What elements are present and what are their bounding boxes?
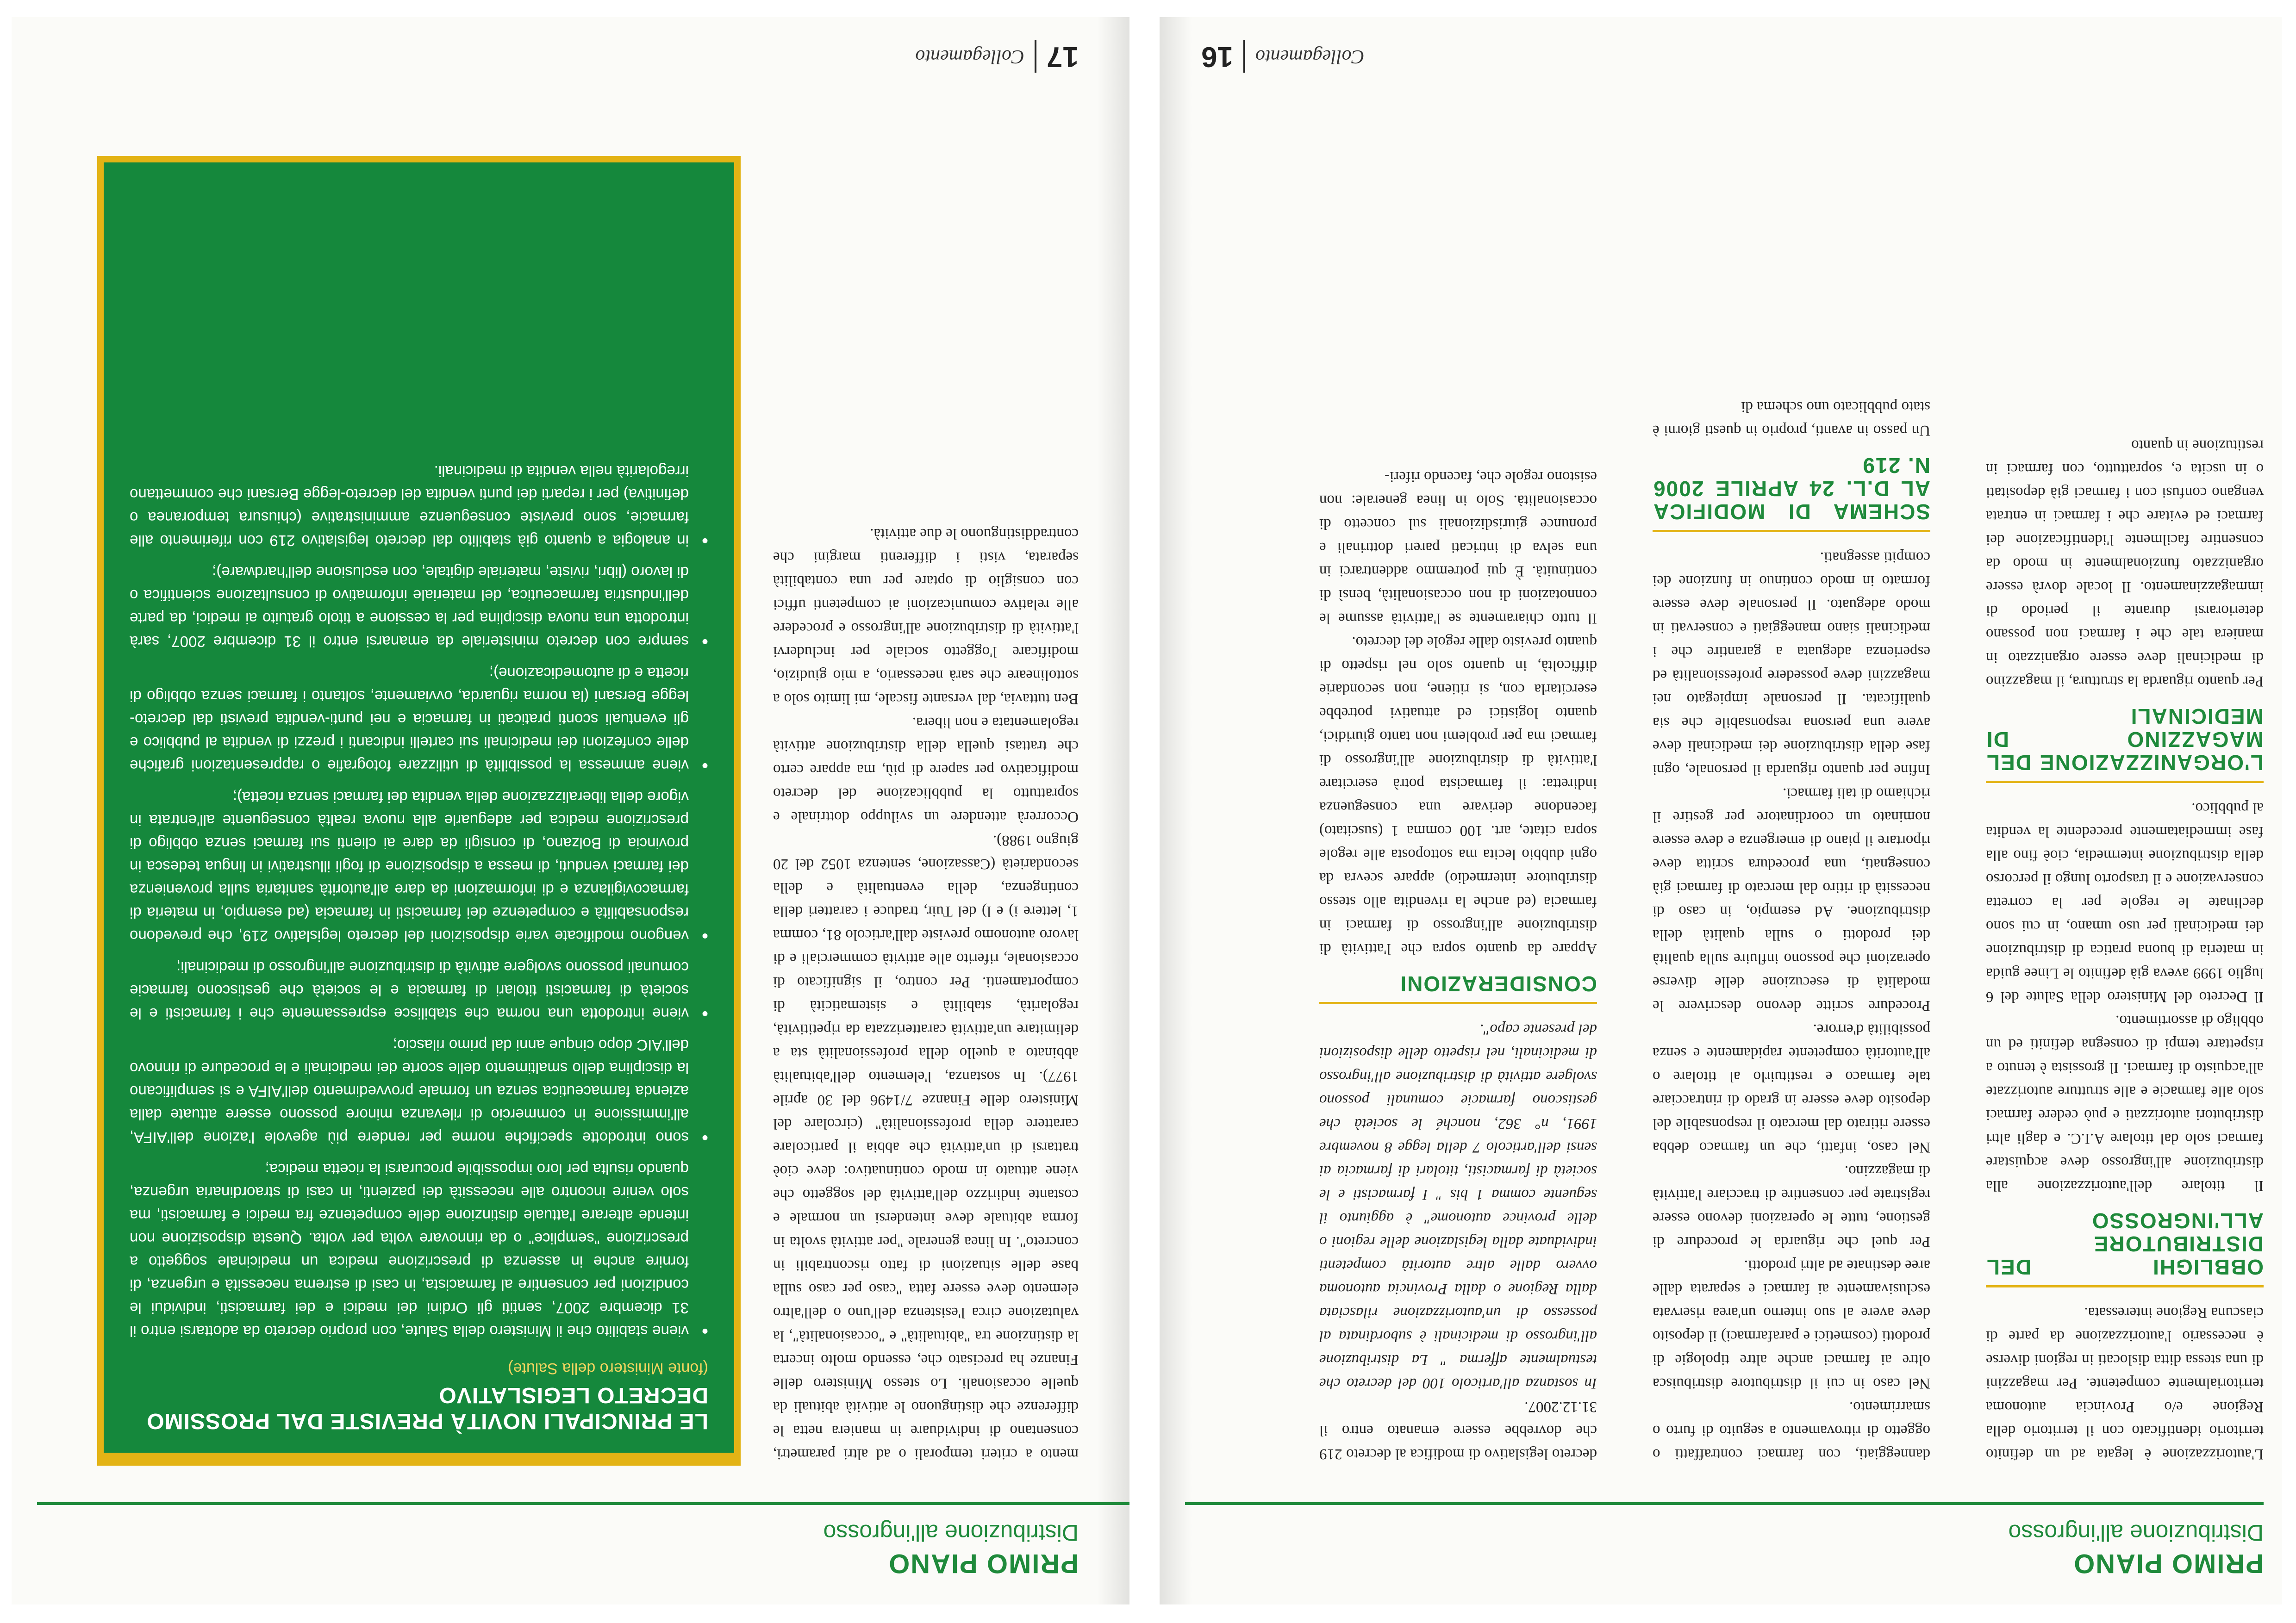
paragraph: Nel caso, infatti, che un farmaco debba essere ritirato dal mercato il responsabile del deposito deve essere in grado di rintracciare tale farmaco e restituirlo al titolare o all'autorità competente rapidamente e senza possibilità d'errore.: [1653, 1021, 1930, 1156]
paragraph: Occorrerà attendere un sviluppo dottrinale e soprattutto la pubblicazione del decreto modificativo per sapere di più, ma appare certo che trattasi quella della distribuzione attività regolamentata e non libera.: [773, 714, 1079, 825]
subhead-obblighi: OBBLIGHI DEL DISTRIBUTORE ALL'INGROSSO: [1986, 1209, 2264, 1279]
paragraph: Nel caso in cui il distributore distribuisca oltre ai farmaci anche altre tipologie di prodotti (cosmetici e parafarmaci) il deposito deve avere al suo interno un'area riservata esclusivamente ai farmaci e separata dalle aree destinate ad altri prodotti.: [1653, 1257, 1930, 1392]
page-17: [12, 17, 1129, 1604]
paragraph: Per quanto riguarda la struttura, il magazzino di medicinali deve essere organizzato in maniera tale che i farmaci non possano deteriorarsi durante il periodo di immagazzinamento. Il locale dovrà essere organizzato funzionalmente in modo da consentire facilmente l'identificazione dei farmaci ed evitare che i farmaci in entrata vengano confusi con i farmaci già depositati o in uscita e, soprattutto, con farmaci in restituzione in quanto: [1986, 437, 2264, 690]
paragraph: Un passo in avanti, proprio in questi giorni è stato pubblicato uno schema di: [1653, 398, 1930, 439]
section-title: PRIMO PIANO: [2073, 1548, 2264, 1579]
box-source: (fonte Ministero della Salute): [508, 1360, 708, 1377]
gutter-shadow: [1097, 17, 1129, 1604]
list-item: • in analogia a quanto già stabilito dal decreto legislativo 219 con riferimento alle farmacie, sono previste conseguenze amministrative (chiusura temporanea o definitiva) per i reparti dei punti vendita del decreto-legge Bersani che commettano irregolarità nella vendita di medicinali.: [130, 460, 708, 552]
gutter-shadow: [1160, 17, 1192, 1604]
list-item: • vengono modificate varie disposizioni del decreto legislativo 219, che prevedono responsabilità e competenze dei farmacisti in farmacia (ad esempio, in materia di farmacovigilanza e di informazioni da dare all'autorità sanitaria sulla provenienza dei farmaci venduti, di messa a disposizione di fogli illustrativi in lingua tedesca in provincia di Bolzano, di consigli da dare ai clienti sui farmaci senza obbligo di prescrizione medica per adeguarle alla nuova realtà conseguente all'entrata in vigore della liberalizzazione della vendita dei farmaci senza ricetta);: [130, 785, 708, 947]
magazine-name: Collegamento: [915, 46, 1025, 68]
subhead-rule: [1986, 1285, 2264, 1287]
text-column-1: [1986, 433, 2264, 1466]
paragraph: Il tutto chiaramente se l'attività assume le connotazioni di non occasionalità, bensì di continuità. È qui potremmo addentrarci in una selva di intricati pareri dottrinali e pronunce giurisdizionali sul concetto di occasionalità. Solo in linea generale: non esistono regole che, facendo riferi-: [1319, 468, 1597, 627]
subhead-rule: [1319, 1002, 1597, 1004]
section-subtitle: Distribuzione all'ingrosso: [2008, 1520, 2264, 1546]
page-footer: [1201, 40, 1365, 73]
subhead-schema: SCHEMA DI MODIFICA AL D.L. 24 APRILE 2006 N. 219: [1653, 454, 1930, 524]
page-footer: [915, 40, 1079, 73]
paragraph: Infine per quanto riguarda il personale, ogni fase della distribuzione dei medicinali deve avere una persona responsabile che sia qualificata. Il personale impiegato nei magazzini deve possedere professionalità ed esperienza adeguata a garantire che i medicinali siano maneggiati e conservati in modo adeguato. Il personale deve essere formato in modo continuo in funzione dei compiti assegnati.: [1653, 549, 1930, 778]
news-box: [97, 156, 741, 1466]
footer-divider: [1035, 41, 1036, 73]
page-16: [1160, 17, 2282, 1604]
subhead-rule: [1986, 781, 2264, 783]
box-list: [130, 460, 708, 1343]
paragraph: decreto legislativo di modifica al decreto 219 che dovrebbe essere emanato entro il 31.12.2007.: [1319, 1399, 1597, 1462]
paragraph: Il titolare dell'autorizzazione alla distribuzione all'ingrosso deve acquistare farmaci solo dal titolare A.I.C. e dagli altri distributori autorizzati e può cedere farmaci solo alle farmacie e alle strutture autorizzate all'acquisto di farmaci. Il grossista è tenuto a rispettare tempi di consegna definiti ed un obbligo di assortimento.: [1986, 1012, 2264, 1194]
list-item: • sono introdotte specifiche norme per rendere più agevole l'azione dell'AIFA, all'immissione in commercio di rilevanza minore possono essere attuate dalla azienda farmaceutica senza un formale provvedimento dell'AIFA e si semplificano la disciplina dello smaltimento delle scorte dei medicinali e le procedure di rinnovo dell'AIC dopo cinque anni dal primo rilascio;: [130, 1033, 708, 1149]
footer-divider: [1243, 41, 1245, 73]
text-column-1: [773, 522, 1079, 1466]
paragraph: Per quel che riguarda le procedure di gestione, tutte le operazioni devono essere registrate per consentire di tracciare l'attività di magazzino.: [1653, 1163, 1930, 1250]
section-header: [2009, 1521, 2264, 1577]
list-item: • sempre con decreto ministeriale da emanarsi entro il 31 dicembre 2007, sarà introdotta una nuova disciplina per la cessione a titolo gratuito ai medici, da parte dell'industria farmaceutica, del materiale informativo di consultazione scientifica o di lavoro (libri, riviste, materiale digitale, con esclusione dell'hardware);: [130, 560, 708, 653]
list-item: • viene ammessa la possibilità di utilizzare fotografie o rappresentazioni grafiche delle confezioni dei medicinali sui cartelli indicanti i prezzi di vendita al pubblico e gli eventuali sconti praticati in farmacia e nei punti-vendita previsti dal decreto-legge Bersani (la norma riguarda, ovviamente, soltanto i farmaci senza obbligo di ricetta e di automedicazione);: [130, 661, 708, 777]
page-number: 17: [1047, 41, 1079, 73]
magazine-name: Collegamento: [1255, 46, 1365, 68]
box-title: LE PRINCIPALI NOVITÀ PREVISTE DAL PROSSIMO DECRETO LEGISLATIVO: [146, 1383, 708, 1433]
text-column-2: [1653, 395, 1930, 1466]
subhead-rule: [1653, 530, 1930, 532]
list-item: • viene introdotta una norma che stabilisce espressamente che i farmacisti e le società di farmacisti titolari di farmacia e le società che gestiscono farmacie comunali possono svolgere attività di distribuzione all'ingrosso di medicinali;: [130, 956, 708, 1025]
subhead-considerazioni: CONSIDERAZIONI: [1399, 972, 1597, 996]
section-subtitle: Distribuzione all'ingrosso: [823, 1520, 1079, 1546]
section-rule: [1185, 1502, 2264, 1505]
section-rule: [37, 1502, 1129, 1505]
list-item: • viene stabilito che il Ministero della Salute, con proprio decreto da adottarsi entro il 31 dicembre 2007, sentiti gli Ordini dei medici e dei farmacisti, individui le condizioni per consentire al farmacista, in casi di estrema necessità e urgenza, di fornire anche in assenza di prescrizione medica un medicinale soggetto a prescrizione "semplice" o da rinnovare volta per volta. Questa disposizione non intende alterare l'attuale distinzione delle competenze fra medici e farmacisti, ma solo venire incontro alle necessità dei pazienti, in casi di straordinaria urgenza, quando risulta per loro impossibile procurarsi la ricetta medica;: [130, 1157, 708, 1343]
paragraph: danneggiati, con farmaci contraffatti o oggetto di ritrovamento a seguito di furto o smarrimento.: [1653, 1399, 1930, 1462]
paragraph: Ben tuttavia, dal versante fiscale, mi limito solo a sottolineare che sarà necessario, a mio giudizio, modificare l'oggetto sociale per includervi l'attività di distribuzione all'ingrosso e procedere alle relative comunicazioni ai competenti uffici con consiglio di optare per una contabilità separata, visti i differenti margini che contraddistinguono le due attività.: [773, 525, 1079, 707]
section-title: PRIMO PIANO: [888, 1548, 1079, 1579]
paragraph: L'autorizzazione è legata ad un definito territorio identificato con il territorio della Regione e/o Provincia autonoma territorialmente competente. Per magazzini di una stessa ditta dislocati in regioni diverse è necessario l'autorizzazione da parte di ciascuna Regione interessata.: [1986, 1304, 2264, 1462]
paragraph: Appare da quanto sopra che l'attività di distribuzione all'ingrosso di farmaci in farmacia (ed anche la rivendita allo stesso distributore intermedio) appare scevra da ogni dubbio lecita ma sottoposta alle regole sopra citate, art. 100 comma 1 (suscitato) facendone derivare una conseguenza indiretta: il farmacista potrà esercitare l'attività di distribuzione all'ingrosso di farmaci ma per problemi non tanto giuridici, quanto logistici ed attuativi potrebbe esercitarla con, si ritiene, non secondarie difficoltà, in quanto solo nel rispetto di quanto previsto dalle regole del decreto.: [1319, 634, 1597, 957]
paragraph: Procedure scritte devono descrivere le modalità di esecuzione delle diverse operazioni che possono influire sulla qualità dei prodotti o sulla qualità della distribuzione. Ad esempio, in caso di necessità di ritiro dal mercato di farmaci già consegnati, una procedura scritta deve riportare il piano di emergenza e deve essere nominato un coordinatore per gestire il richiamo di tali farmaci.: [1653, 785, 1930, 1014]
paragraph-quote: In sostanza all'articolo 100 del decreto che testualmente afferma " La distribuzione all'ingrosso di medicinali è subordinata al possesso di un'autorizzazione rilasciata dalla Regione o dalla Provincia autonoma ovvero dalle altre autorità competenti individuate dalla legislazione delle regioni o delle province autonome" è aggiunto il seguente comma 1 bis " I farmacisti e le società di farmacisti, titolari di farmacia ai sensi dell'articolo 7 della legge 8 novembre 1991, n° 362, nonché le società che gestiscono farmacie comunali possono svolgere attività di distribuzione all'ingrosso di medicinali, nel rispetto delle disposizioni del presente capo".: [1319, 1021, 1597, 1392]
section-header: [824, 1521, 1079, 1577]
text-column-3: [1319, 465, 1597, 1466]
paragraph: Il Decreto del Ministero della Salute del 6 luglio 1999 aveva già definito le Linee guida in materia di buona pratica di distribuzione dei medicinali per uso umano, in cui sono declinate le regole per la corretta conservazione e il trasporto lungo il percorso della distribuzione intermedia, cioè fino alla fase immediatamente precedente la vendita al pubblico.: [1986, 800, 2264, 1005]
paragraph: mento a criteri temporali o ad altri parametri, consentano di individuare in maniera netta le differenze che distinguono le attività abituali da quelle occasionali. Lo stesso Ministero delle Finanze ha precisato che, essendo molto incerta la distinzione tra "abitualità" e "occasionalità", la valutazione circa l'esistenza dell'uno o dell'altro elemento deve essere fatta "caso per caso sulla base delle situazioni di fatto riscontrabili in concreto". In linea generale "per attività svolta in forma abituale deve intendersi un normale e costante indirizzo dell'attività del soggetto che viene attuato in modo continuativo: deve cioè trattarsi di un'attività che abbia il particolare carattere della professionalità" (circolare del Ministero delle Finanze 7/1496 del 30 aprile 1977). In sostanza, l'elemento dell'abitualità abbinato a quello della professionalità sta a delimitare un'attività caratterizzata da ripetitività, regolarità, stabilità e sistematicità di comportamenti. Per contro, il significato di occasionale, riferito alle attività commerciali e di lavoro autonomo previste dall'articolo 81, comma 1, lettere i) e l) del Tuir, traduce i caratteri della contingenza, della eventualità e della secondarietà (Cassazione, sentenza 1052 del 20 giugno 1988).: [773, 832, 1079, 1462]
subhead-organizzazione: L'ORGANIZZAZIONE DEL MAGAZZINO DI MEDICINALI: [1986, 704, 2264, 775]
page-number: 16: [1201, 41, 1233, 73]
